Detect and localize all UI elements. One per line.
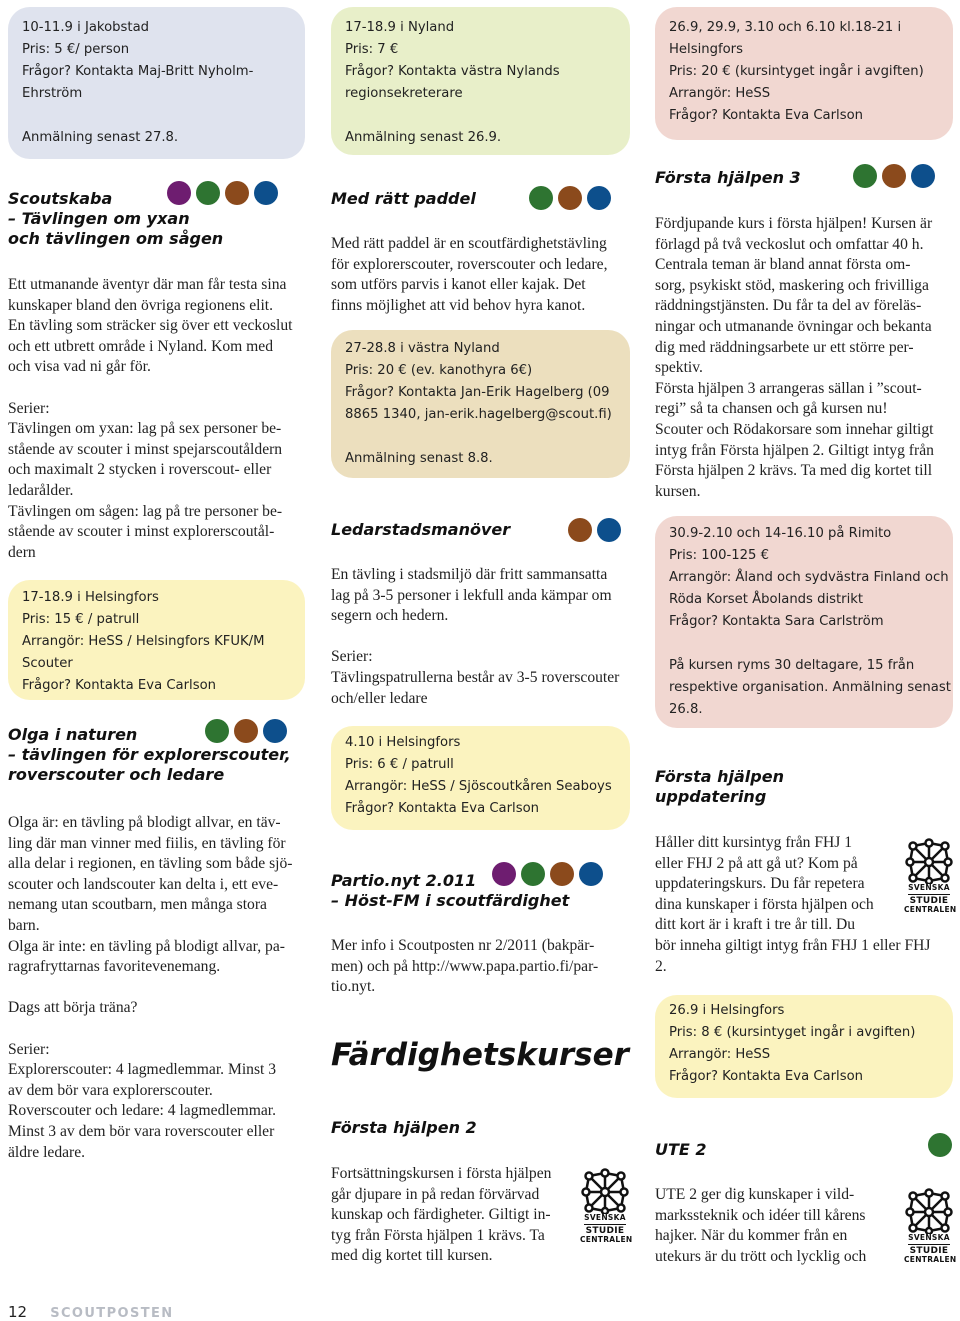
page-title: Färdighetskurser <box>331 1037 629 1073</box>
info-line: Frågor? Kontakta västra Nylands <box>345 64 560 79</box>
category-dot-purple <box>492 862 516 886</box>
section-heading-ute2: UTE 2 <box>655 1140 707 1159</box>
section-body: Fördjupande kurs i första hjälpen! Kursen är förlagd på två veckoslut och omfattar 40 h. Centrala teman är bland annat första om- sorg, psykiskt stöd, maskering och frivilliga räddningstjänsten. Du får ta del av föreläs- ningar och utmanande övningar och bekanta dig med räddningsarbete ur ett större per- spektiv. Första hjälpen 3 arrangeras sällan i ”scout- regi” så ta chansen och gå kursen nu! Scouter och Rödakorsare som innehar giltigt intyg från Första hjälpen 2. Giltigt intyg från Första hjälpen 2 krävs. Ta med dig kortet till kursen. <box>655 215 934 500</box>
category-dot-green <box>205 719 229 743</box>
info-box-nyland <box>331 7 630 155</box>
category-dot-brown <box>882 164 906 188</box>
svenska-studiecentralen-logo: SVENSKA STUDIE CENTRALEN <box>904 838 954 915</box>
info-line: Frågor? Kontakta Eva Carlson <box>669 108 864 123</box>
category-dots <box>492 862 603 886</box>
section-heading-partio: Partio.nyt 2.011 – Höst-FM i scoutfärdighet <box>331 871 570 910</box>
deadline-text: Anmälning senast 26.9. <box>345 130 502 145</box>
category-dots <box>928 1133 952 1157</box>
category-dot-green <box>521 862 545 886</box>
section-body: Mer info i Scoutposten nr 2/2011 (bakpär- men) och på http://www.papa.partio.fi/par- tio.nyt. <box>331 937 599 996</box>
info-line: Arrangör: HeSS <box>669 86 771 101</box>
network-logo-icon <box>904 838 954 884</box>
info-box-ledarstad: 4.10 i Helsingfors Pris: 6 € / patrull Arrangör: HeSS / Sjöscoutkåren Seaboys Frågor? Kontakta Eva Carlson <box>331 726 630 830</box>
section-body: Olga är: en tävling på blodigt allvar, en täv- ling där man vinner med fiilis, en tävling för alla delar i regionen, en tävling som både sjö- scouter och landscouter kan delta i, ett eve- nemang utan scoutbarn, men många stora barn. Olga är inte: en tävling på blodigt allvar, pa- ragrafryttarnas favoritevenemang. Dags att börja träna? Serier: Explorerscouter: 4 lagmedlemmar. Minst 3 av dem bör vara explorerscouter. Roverscouter och ledare: 4 lagmedlemmar. Minst 3 av dem bör vara roverscouter eller äldre ledare. <box>8 814 293 1161</box>
category-dot-blue <box>579 862 603 886</box>
category-dot-blue <box>587 186 611 210</box>
category-dot-green <box>529 186 553 210</box>
section-heading-scoutskaba: Scoutskaba – Tävlingen om yxan och tävlingen om sågen <box>8 189 224 248</box>
info-line: Pris: 7 € <box>345 42 399 57</box>
info-box-jakobstad <box>8 7 305 159</box>
category-dot-green <box>928 1133 952 1157</box>
category-dot-green <box>196 181 220 205</box>
category-dots <box>167 181 278 205</box>
deadline-text: Anmälning senast 8.8. <box>345 451 493 466</box>
section-heading-ledarstad: Ledarstadsmanöver <box>331 520 511 539</box>
info-line: 26.9, 29.9, 3.10 och 6.10 kl.18-21 i <box>669 20 902 35</box>
network-logo-icon <box>904 1188 954 1234</box>
category-dot-brown <box>558 186 582 210</box>
info-box-fh-update: 26.9 i Helsingfors Pris: 8 € (kursintyget ingår i avgiften) Arrangör: HeSS Frågor? Kontakta Eva Carlson <box>655 995 953 1098</box>
page-footer <box>8 1302 174 1321</box>
network-logo-icon <box>580 1168 630 1214</box>
section-heading-paddel: Med rätt paddel <box>331 189 476 208</box>
section-heading-fh3: Första hjälpen 3 <box>655 168 801 187</box>
category-dot-purple <box>167 181 191 205</box>
category-dots <box>205 719 287 743</box>
category-dot-green <box>853 164 877 188</box>
category-dots <box>568 518 621 542</box>
category-dot-blue <box>597 518 621 542</box>
category-dot-blue <box>254 181 278 205</box>
info-line: Pris: 5 €/ person <box>22 42 130 57</box>
info-line: Ehrström <box>22 86 83 101</box>
deadline-text: Anmälning senast 27.8. <box>22 130 179 145</box>
info-line: regionsekreterare <box>345 86 463 101</box>
section-body: Fortsättningskursen i första hjälpen går djupare in på redan förvärvad kunskap och färdigheter. Giltigt in- tyg från Första hjälpen 1 krävs. Ta med dig kortet till kursen. <box>331 1165 552 1265</box>
magazine-name: SCOUTPOSTEN <box>50 1306 174 1321</box>
svenska-studiecentralen-logo: SVENSKA STUDIE CENTRALEN <box>580 1168 630 1245</box>
category-dots <box>529 186 611 210</box>
section-heading-fh2: Första hjälpen 2 <box>331 1118 477 1137</box>
category-dot-brown <box>568 518 592 542</box>
info-box-rimito: 30.9-2.10 och 14-16.10 på Rimito Pris: 100-125 € Arrangör: Åland och sydvästra Finland och Röda Korset Åbolands distrikt Frågor? Kontakta Sara Carlström På kursen ryms 30 deltagare, 15 från respektive organisation. Anmälning senast 26.8. <box>655 516 953 728</box>
info-line: Helsingfors <box>669 42 743 57</box>
info-box-paddel: 27-28.8 i västra Nyland Pris: 20 € (ev. kanothyra 6€) Frågor? Kontakta Jan-Erik Hagelberg (09 8865 1340, jan-erik.hagelberg@scout.fi) Anmälning senast 8.8. <box>331 330 630 478</box>
category-dot-brown <box>225 181 249 205</box>
section-body: Ett utmanande äventyr där man får testa sina kunskaper bland den övriga regionens elit. En tävling som sträcker sig över ett veckoslut och ett utbrett område i Nyland. Kom med och visa vad ni går för. Serier: Tävlingen om yxan: lag på sex personer be- stående av scouter i minst spejarscoutåldern och maximalt 2 stycken i roverscout- eller ledarålder. Tävlingen om sågen: lag på tre personer be- stående av scouter i minst explorerscoutål- dern <box>8 276 293 561</box>
info-line: 10-11.9 i Jakobstad <box>22 20 150 35</box>
category-dots <box>853 164 935 188</box>
info-line: Frågor? Kontakta Maj-Britt Nyholm- <box>22 64 254 79</box>
section-heading-fh-update: Första hjälpen uppdatering <box>655 767 784 806</box>
category-dot-blue <box>911 164 935 188</box>
section-body: UTE 2 ger dig kunskaper i vild- markssteknik och idéer till kårens hajker. När du kommer från en utekurs är du trött och lycklig och <box>655 1186 867 1265</box>
category-dot-brown <box>234 719 258 743</box>
info-box-helsingfors-fh <box>655 7 953 140</box>
section-heading-olga: Olga i naturen – tävlingen för explorerscouter, roverscouter och ledare <box>8 725 291 784</box>
info-box-scoutskaba: 17-18.9 i Helsingfors Pris: 15 € / patrull Arrangör: HeSS / Helsingfors KFUK/M Scouter Frågor? Kontakta Eva Carlson <box>8 580 305 700</box>
info-line: Pris: 20 € (kursintyget ingår i avgiften) <box>669 64 924 79</box>
page-number: 12 <box>8 1303 28 1321</box>
section-body: En tävling i stadsmiljö där fritt sammansatta lag på 3-5 personer i lekfull anda kämpar om segern och hedern. Serier: Tävlingspatrullerna består av 3-5 roverscouter och/eller ledare <box>331 566 620 707</box>
category-dot-brown <box>550 862 574 886</box>
section-body: Med rätt paddel är en scoutfärdighetstävling för explorerscouter, roverscouter och ledare, som utförs parvis i kanot eller kajak. Det finns möjlighet att vid behov hyra kanot. <box>331 235 608 314</box>
section-body: Håller ditt kursintyg från FHJ 1 eller FHJ 2 på att gå ut? Kom på uppdateringskurs. Du får repetera dina kunskaper i första hjälpen och ditt kort är i kraft i tre år till. Du bör inneha giltigt intyg från FHJ 1 eller FHJ 2. <box>655 834 931 975</box>
info-line: 17-18.9 i Nyland <box>345 20 455 35</box>
svenska-studiecentralen-logo: SVENSKA STUDIE CENTRALEN <box>904 1188 954 1265</box>
category-dot-blue <box>263 719 287 743</box>
